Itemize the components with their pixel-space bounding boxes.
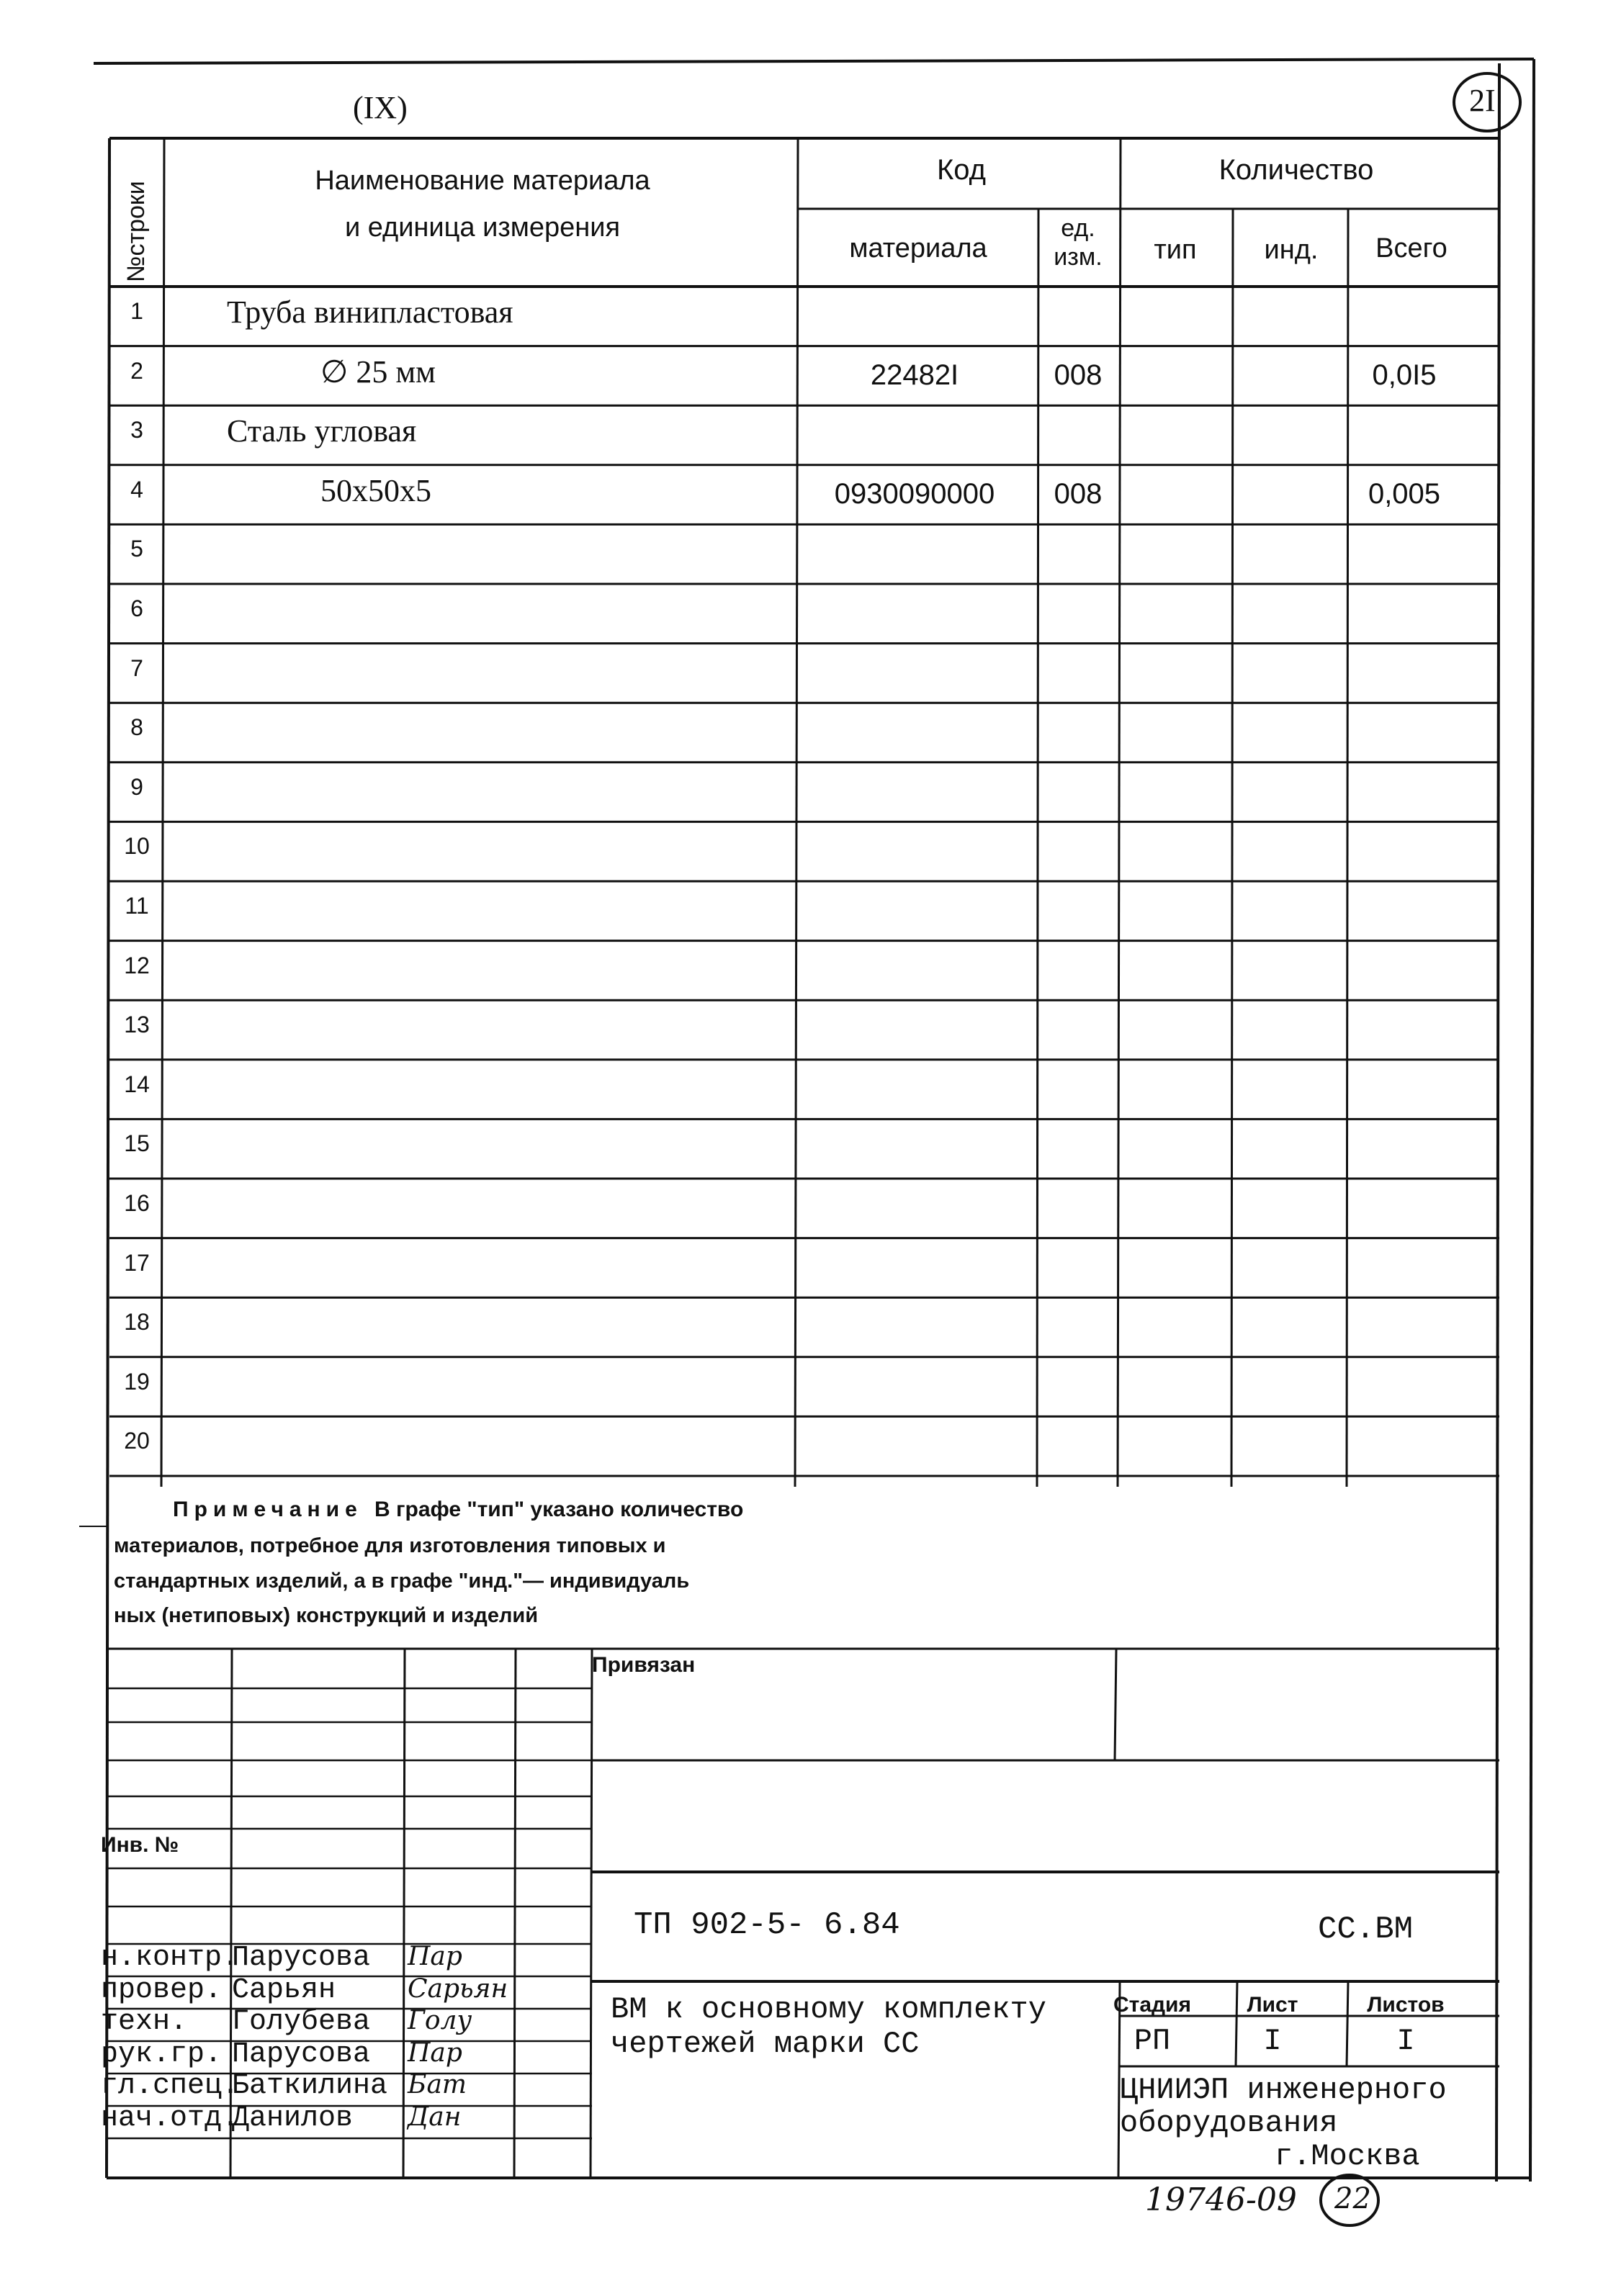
stage-label: Стадия (1113, 1993, 1192, 2017)
grid-line (1231, 209, 1233, 1487)
organization-city: г.Москва (1275, 2139, 1420, 2174)
row-unit: 008 (1054, 359, 1103, 391)
grid-line (1347, 209, 1348, 1487)
row-number: 3 (130, 417, 143, 444)
sheet-number-circle (1447, 68, 1527, 137)
row-total: 0,0I5 (1372, 359, 1437, 391)
signer-signature: Пар (408, 2038, 462, 2068)
row-number: 8 (130, 714, 143, 741)
header-row-number: №строки (122, 181, 150, 282)
header-total: Всего (1375, 233, 1447, 264)
row-number: 10 (124, 833, 150, 860)
sheet-label: Лист (1247, 1993, 1298, 2017)
header-unit-line1: ед. (1061, 215, 1095, 242)
header-code: Код (936, 154, 987, 186)
row-number: 17 (124, 1249, 150, 1276)
row-number: 7 (130, 654, 143, 681)
row-number: 16 (124, 1190, 150, 1216)
grid-line (1118, 138, 1121, 1487)
signer-name: Парусова (232, 2038, 371, 2071)
grid-line (514, 1649, 516, 2178)
signer-role: нач.отд. (101, 2102, 240, 2135)
header-material: материала (849, 233, 987, 264)
header-unit-line2: изм. (1054, 243, 1103, 271)
grid-line (1347, 1981, 1348, 2066)
row-name: Сталь угловая (227, 413, 417, 449)
grid-line (1496, 63, 1499, 2182)
row-unit: 008 (1054, 477, 1103, 510)
row-number: 1 (130, 298, 143, 324)
row-number: 18 (124, 1309, 150, 1336)
grid-line (403, 1649, 405, 2178)
sheets-value: I (1396, 2024, 1415, 2058)
row-number: 5 (130, 536, 143, 562)
header-quantity: Количество (1218, 154, 1374, 186)
signer-name: Сарьян (232, 1973, 336, 2007)
signer-role: гл.спец. (101, 2070, 240, 2102)
grid-line (107, 138, 109, 2178)
signer-role: провер. (101, 1973, 223, 2007)
header-type: тип (1154, 235, 1197, 265)
row-number: 4 (130, 476, 143, 503)
row-number: 9 (130, 773, 143, 800)
row-number: 6 (130, 595, 143, 621)
grid-line (1115, 1649, 1116, 1760)
signer-signature: Дан (408, 2102, 462, 2132)
note-label: Примечание (173, 1498, 363, 1521)
row-number: 12 (124, 952, 150, 978)
stage-value: РП (1134, 2024, 1171, 2058)
row-number: 19 (124, 1368, 150, 1395)
signer-name: Голубева (232, 2006, 371, 2038)
row-name: Труба винипластовая (227, 294, 513, 330)
header-name-line2: и единица измерения (344, 212, 621, 243)
bound-label: Привязан (592, 1653, 696, 1677)
signer-signature: Пар (408, 1942, 462, 1971)
row-name: ∅ 25 мм (320, 354, 436, 390)
bottom-number: 22 (1334, 2182, 1371, 2215)
row-code: 0930090000 (834, 477, 995, 510)
signer-name: Парусова (232, 1942, 371, 1974)
note-line1: В графе "тип" указано количество (374, 1498, 744, 1521)
sheet-value: I (1263, 2024, 1282, 2058)
row-number: 13 (124, 1012, 150, 1038)
row-number: 2 (130, 357, 143, 384)
signer-name: Данилов (232, 2102, 354, 2135)
sheet-number: 2I (1469, 83, 1496, 118)
row-number: 20 (124, 1428, 150, 1454)
grid-line (94, 59, 1534, 63)
note-line2: материалов, потребное для изготовления типовых и (114, 1534, 666, 1557)
organization-line2: оборудования (1120, 2106, 1338, 2140)
section-mark: (IX) (353, 90, 408, 125)
signer-role: н.контр. (101, 1942, 240, 1974)
grid-line (795, 138, 798, 1487)
note-line3: стандартных изделий, а в графе "инд."— индивидуаль (114, 1570, 690, 1593)
organization-line1: ЦНИИЭП инженерного (1120, 2073, 1447, 2107)
row-number: 14 (124, 1071, 150, 1097)
row-code: 22482I (870, 359, 959, 391)
bottom-number-circle (1316, 2171, 1383, 2229)
grid-line (1236, 1981, 1237, 2066)
row-name: 50x50x5 (320, 472, 431, 508)
grid-line (591, 1649, 592, 2178)
document-title-line1: ВМ к основному комплекту (611, 1992, 1046, 2027)
signer-signature: Бат (408, 2070, 467, 2099)
grid-line (161, 138, 164, 1487)
inventory-number-label: Инв. № (101, 1833, 179, 1857)
header-name-line1: Наименование материала (315, 166, 650, 196)
signer-signature: Сарьян (408, 1973, 508, 2004)
row-number: 15 (124, 1130, 150, 1157)
row-total: 0,005 (1368, 477, 1441, 510)
grid-line (1037, 209, 1038, 1487)
sheets-label: Листов (1367, 1993, 1445, 2017)
note-line4: ных (нетиповых) конструкций и изделий (114, 1604, 539, 1627)
document-number: ТП 902-5- 6.84 (634, 1907, 900, 1943)
signer-role: техн. (101, 2006, 188, 2038)
bottom-code: 19746-09 (1145, 2182, 1297, 2218)
header-ind: инд. (1264, 235, 1319, 265)
document-mark: СС.ВМ (1318, 1912, 1414, 1948)
signer-role: рук.гр. (101, 2038, 223, 2071)
document-title-line2: чертежей марки СС (611, 2027, 920, 2061)
signer-signature: Голу (408, 2006, 472, 2035)
grid-line (1530, 59, 1534, 2182)
row-number: 11 (125, 893, 149, 919)
signer-name: Баткилина (232, 2070, 388, 2102)
